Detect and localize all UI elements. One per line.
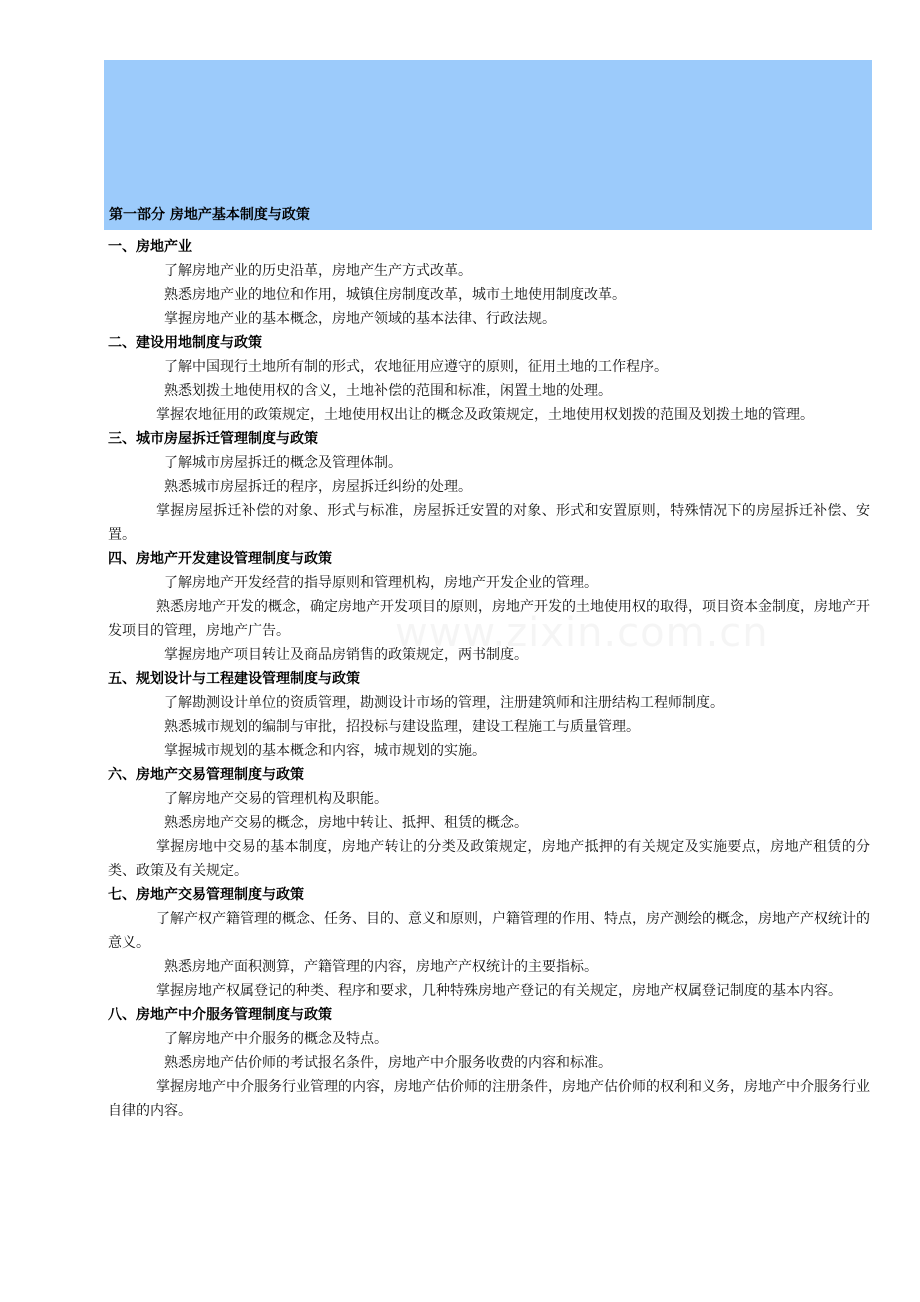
section-heading: 六、房地产交易管理制度与政策 [108, 767, 304, 783]
section-4 [108, 547, 870, 667]
section-8 [108, 1003, 870, 1123]
paragraph-understand: 了解房地产中介服务的概念及特点。 [164, 1031, 388, 1047]
section-6 [108, 763, 870, 883]
paragraph-familiar: 熟悉房地产交易的概念，房地中转让、抵押、租赁的概念。 [164, 815, 528, 831]
section-2 [108, 331, 870, 427]
paragraph-understand: 了解中国现行土地所有制的形式，农地征用应遵守的原则，征用土地的工作程序。 [164, 359, 668, 375]
watermark: www.zixin.com.cn [395, 610, 769, 656]
paragraph-master: 掌握房地产权属登记的种类、程序和要求，几种特殊房地产登记的有关规定，房地产权属登记制度的基本内容。 [156, 983, 842, 999]
section-7 [108, 883, 870, 1003]
paragraph-master: 掌握房屋拆迁补偿的对象、形式与标准，房屋拆迁安置的对象、形式和安置原则，特殊情况下的房屋拆迁补偿、安置。 [108, 503, 870, 543]
section-heading: 五、规划设计与工程建设管理制度与政策 [108, 671, 360, 687]
paragraph-understand: 了解产权产籍管理的概念、任务、目的、意义和原则，户籍管理的作用、特点，房产测绘的概念，房地产产权统计的意义。 [108, 911, 870, 951]
paragraph-familiar: 熟悉房地产面积测算，产籍管理的内容，房地产产权统计的主要指标。 [164, 959, 598, 975]
paragraph-understand: 了解房地产开发经营的指导原则和管理机构，房地产开发企业的管理。 [164, 575, 598, 591]
paragraph-familiar: 熟悉城市规划的编制与审批，招投标与建设监理，建设工程施工与质量管理。 [164, 719, 640, 735]
section-heading: 四、房地产开发建设管理制度与政策 [108, 551, 332, 567]
paragraph-master: 掌握房地产中介服务行业管理的内容，房地产估价师的注册条件，房地产估价师的权利和义务，房地产中介服务行业自律的内容。 [108, 1079, 870, 1119]
section-heading: 八、房地产中介服务管理制度与政策 [108, 1007, 332, 1023]
paragraph-understand: 了解房地产交易的管理机构及职能。 [164, 791, 388, 807]
paragraph-familiar: 熟悉房地产业的地位和作用，城镇住房制度改革，城市土地使用制度改革。 [164, 287, 626, 303]
section-1 [108, 235, 870, 331]
paragraph-understand: 了解勘测设计单位的资质管理，勘测设计市场的管理，注册建筑师和注册结构工程师制度。 [164, 695, 724, 711]
paragraph-understand: 了解城市房屋拆迁的概念及管理体制。 [164, 455, 402, 471]
section-5 [108, 667, 870, 763]
paragraph-familiar: 熟悉房地产估价师的考试报名条件，房地产中介服务收费的内容和标准。 [164, 1055, 612, 1071]
section-heading: 一、房地产业 [108, 239, 192, 255]
paragraph-understand: 了解房地产业的历史沿革，房地产生产方式改革。 [164, 263, 472, 279]
section-heading: 三、城市房屋拆迁管理制度与政策 [108, 431, 318, 447]
paragraph-master: 掌握房地产业的基本概念，房地产领域的基本法律、行政法规。 [164, 311, 556, 327]
paragraph-familiar: 熟悉划拨土地使用权的含义，土地补偿的范围和标准，闲置土地的处理。 [164, 383, 612, 399]
paragraph-familiar: 熟悉房地产开发的概念，确定房地产开发项目的原则，房地产开发的土地使用权的取得，项目资本金制度，房地产开发项目的管理，房地产广告。 [108, 599, 870, 639]
header-banner [104, 60, 872, 230]
paragraph-master: 掌握城市规划的基本概念和内容，城市规划的实施。 [164, 743, 486, 759]
document-body [108, 235, 870, 1123]
section-heading: 二、建设用地制度与政策 [108, 335, 262, 351]
part-title: 第一部分 房地产基本制度与政策 [109, 207, 310, 223]
section-heading: 七、房地产交易管理制度与政策 [108, 887, 304, 903]
section-3 [108, 427, 870, 547]
paragraph-familiar: 熟悉城市房屋拆迁的程序，房屋拆迁纠纷的处理。 [164, 479, 472, 495]
paragraph-master: 掌握房地产项目转让及商品房销售的政策规定，两书制度。 [164, 647, 528, 663]
paragraph-master: 掌握农地征用的政策规定，土地使用权出让的概念及政策规定，土地使用权划拨的范围及划拨土地的管理。 [156, 407, 814, 423]
paragraph-master: 掌握房地中交易的基本制度，房地产转让的分类及政策规定，房地产抵押的有关规定及实施要点，房地产租赁的分类、政策及有关规定。 [108, 839, 870, 879]
